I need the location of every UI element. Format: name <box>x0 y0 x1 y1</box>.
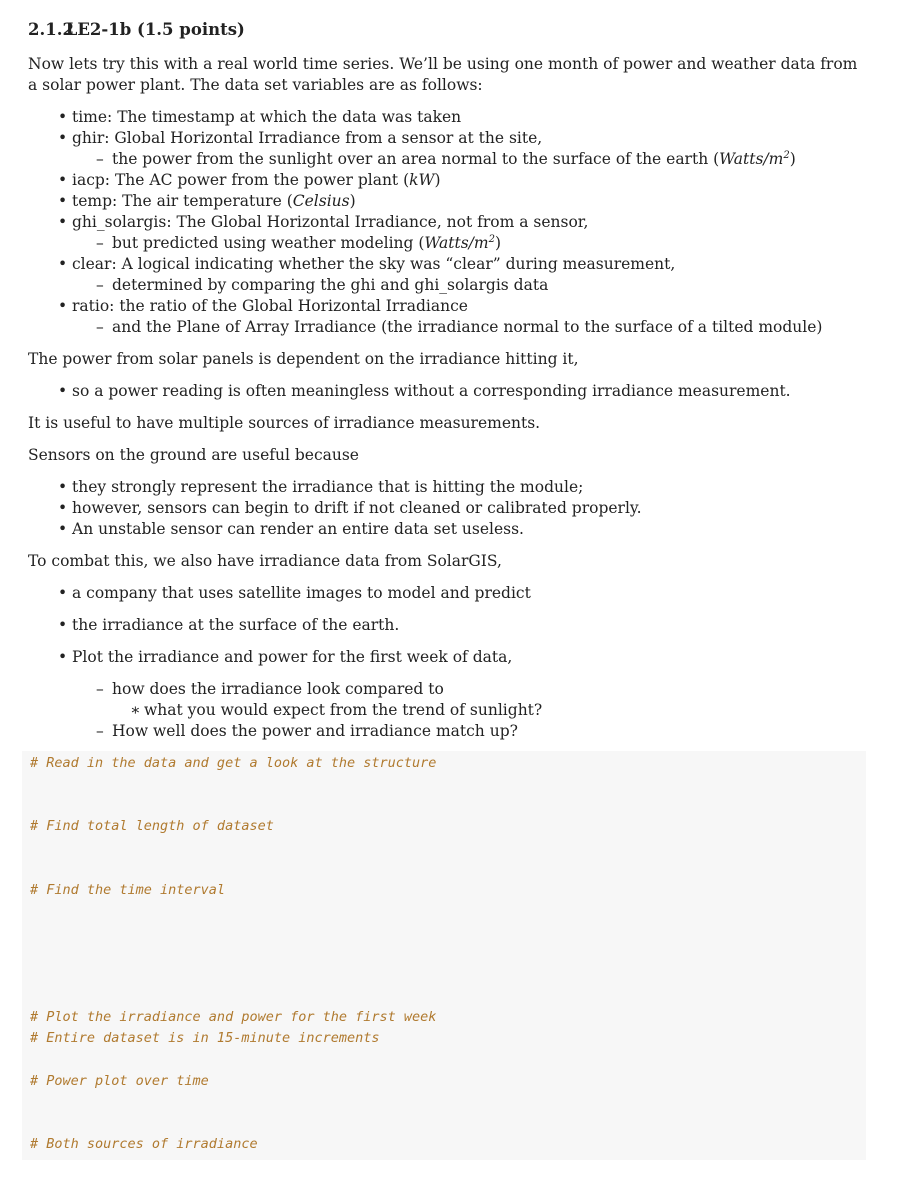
code-cell[interactable] <box>22 751 866 1160</box>
list-item: • a company that uses satellite images to model and predict <box>72 583 868 604</box>
sub-list-item: – determined by comparing the ghi and ghi_solargis data <box>112 275 868 296</box>
solargis-list <box>28 583 868 742</box>
sub-list-item: – but predicted using weather modeling $(Watts/m^2)$ <box>112 233 868 254</box>
sources-paragraph: It is useful to have multiple sources of irradiance measurements. <box>28 414 541 432</box>
power-list <box>28 381 868 402</box>
question-list <box>72 679 868 742</box>
list-item: • time: The timestamp at which the data was taken <box>72 107 868 128</box>
sensors-paragraph: Sensors on the ground are useful because <box>28 446 359 464</box>
combat-paragraph: To combat this, we also have irradiance data from SolarGIS, <box>28 552 502 570</box>
section-heading <box>28 18 868 42</box>
list-item: • ratio: the ratio of the Global Horizontal Irradiance – and the Plane of Array Irradiance (the irradiance normal to the surface of a tilted module) <box>72 296 868 338</box>
intro-paragraph: Now lets try this with a real world time series. We’ll be using one month of power and weather data from a solar power plant. The data set variables are as follows: <box>28 55 858 94</box>
sub-list-item: – How well does the power and irradiance match up? <box>112 721 868 742</box>
list-item: • iacp: The AC power from the power plant (kW) <box>72 170 868 191</box>
code-comment: # Find total length of dataset <box>30 818 274 834</box>
list-item: • temp: The air temperature (Celsius) <box>72 191 868 212</box>
list-item: • however, sensors can begin to drift if not cleaned or calibrated properly. <box>72 498 868 519</box>
code-comment: # Power plot over time <box>30 1073 209 1089</box>
list-item: • An unstable sensor can render an entire data set useless. <box>72 519 868 540</box>
list-item: • the irradiance at the surface of the earth. <box>72 615 868 636</box>
code-comment: # Both sources of irradiance <box>30 1136 258 1152</box>
list-item: • so a power reading is often meaningless without a corresponding irradiance measurement. <box>72 381 868 402</box>
variable-list <box>28 107 868 338</box>
list-item: • ghir: Global Horizontal Irradiance from a sensor at the site, – the power from the sunlight over an area normal to the surface of the earth $(Watts/m^2)$ <box>72 128 868 170</box>
section-number: 2.1.2 <box>28 20 74 39</box>
list-item: • Plot the irradiance and power for the first week of data, – how does the irradiance look compared to ∗ what you would expect from the trend of sunlight? – How well does the power and irradiance match up? <box>72 647 868 742</box>
code-comment: # Find the time interval <box>30 882 226 898</box>
sub-list-item: – and the Plane of Array Irradiance (the irradiance normal to the surface of a tilted module) <box>112 317 868 338</box>
section-title: LE2-1b (1.5 points) <box>65 20 245 39</box>
notebook-text <box>28 18 868 753</box>
sub-sub-list-item: ∗ what you would expect from the trend of sunlight? <box>144 700 868 721</box>
code-comment: # Plot the irradiance and power for the first week <box>30 1009 437 1025</box>
sub-list-item: – how does the irradiance look compared to ∗ what you would expect from the trend of sunlight? <box>112 679 868 721</box>
sub-list-item: – the power from the sunlight over an area normal to the surface of the earth $(Watts/m^2)$ <box>112 149 868 170</box>
power-paragraph: The power from solar panels is dependent on the irradiance hitting it, <box>28 350 579 368</box>
list-item: • they strongly represent the irradiance that is hitting the module; <box>72 477 868 498</box>
code-comment: # Entire dataset is in 15-minute increments <box>30 1030 380 1046</box>
list-item: • clear: A logical indicating whether the sky was “clear” during measurement, – determined by comparing the ghi and ghi_solargis data <box>72 254 868 296</box>
code-comment: # Read in the data and get a look at the structure <box>30 755 437 771</box>
sensor-list <box>28 477 868 540</box>
list-item: • ghi_solargis: The Global Horizontal Irradiance, not from a sensor, – but predicted using weather modeling $(Watts/m^2)$ <box>72 212 868 254</box>
